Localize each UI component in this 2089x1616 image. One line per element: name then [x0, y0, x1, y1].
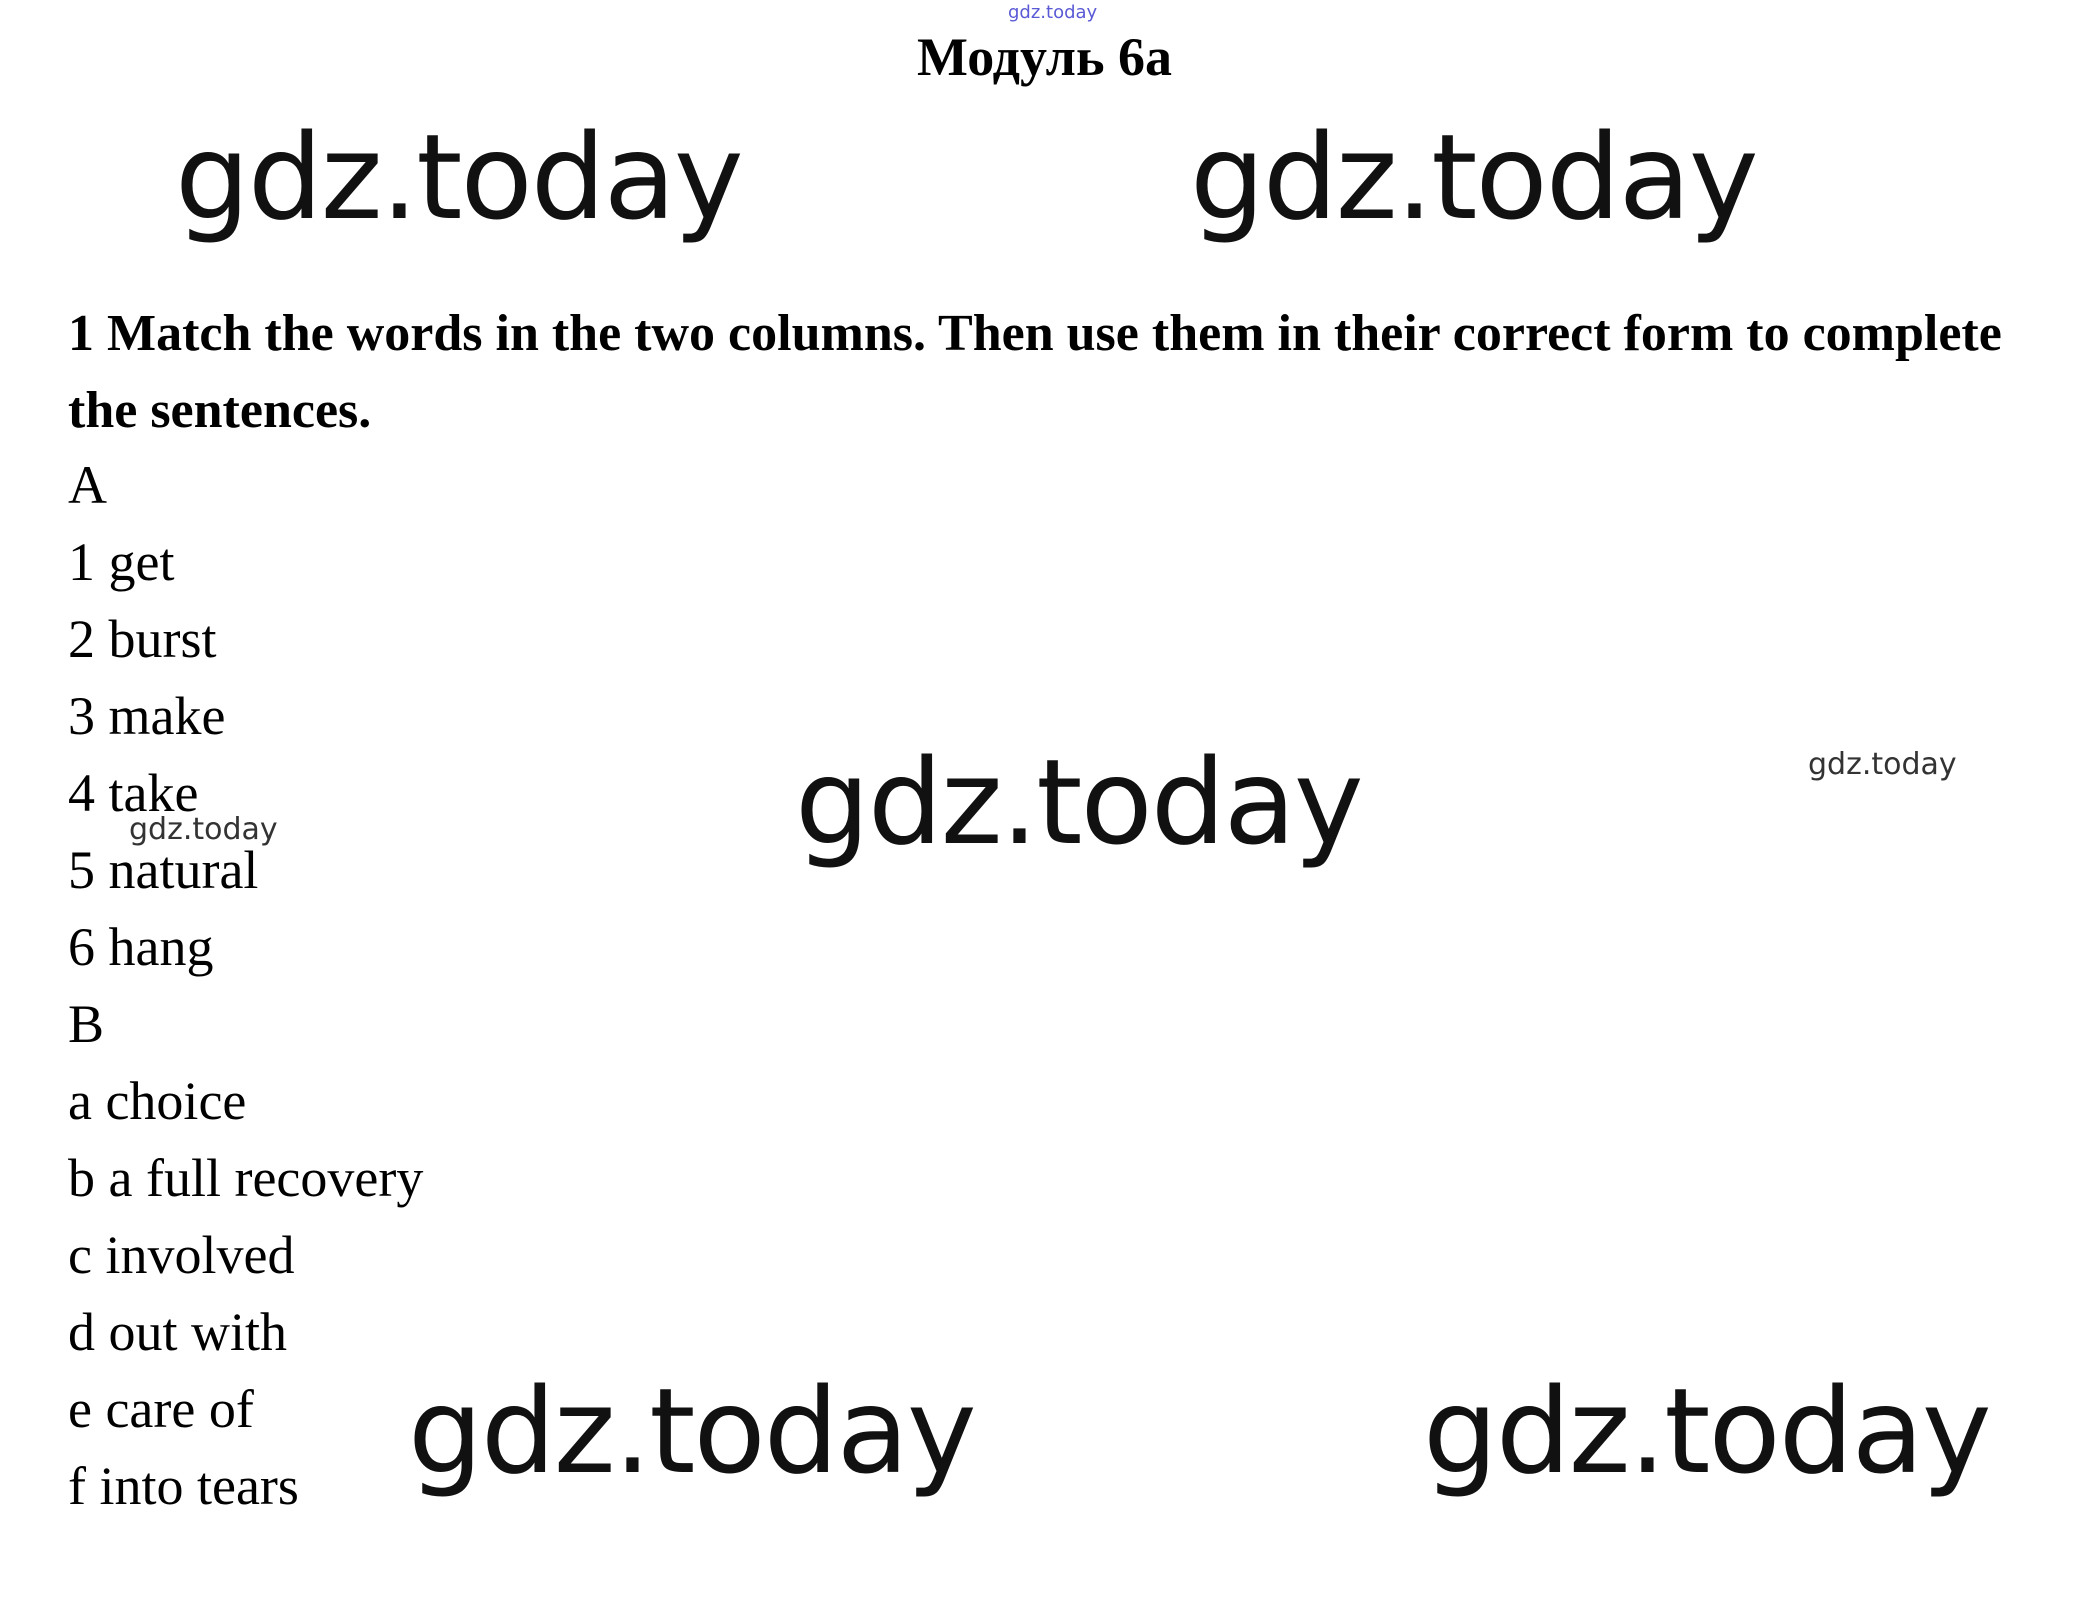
watermark-center: gdz.today — [795, 733, 1362, 871]
page-title: Модуль 6а — [916, 27, 1173, 87]
column-a-item-6: 6 hang — [68, 917, 214, 977]
watermark-right-small: gdz.today — [1808, 747, 1957, 782]
column-a-label: A — [68, 455, 107, 515]
column-b-label: B — [68, 994, 105, 1054]
column-a-item-3: 3 make — [68, 686, 226, 746]
column-a-item-5: 5 natural — [68, 840, 259, 900]
watermark-left-small: gdz.today — [129, 812, 278, 847]
column-b-item-f: f into tears — [68, 1456, 299, 1516]
column-b-item-e: e care of — [68, 1379, 254, 1439]
column-b-item-c: c involved — [68, 1225, 295, 1285]
watermark-top-left: gdz.today — [175, 108, 742, 246]
watermark-bottom-left: gdz.today — [408, 1362, 975, 1500]
header-watermark: gdz.today — [1008, 2, 1098, 23]
column-b-item-b: b a full recovery — [68, 1148, 424, 1208]
column-b-item-a: a choice — [68, 1071, 247, 1131]
watermark-top-right: gdz.today — [1190, 108, 1757, 246]
column-b-item-d: d out with — [68, 1302, 288, 1362]
watermark-bottom-right: gdz.today — [1423, 1362, 1990, 1500]
column-a-item-4: 4 take — [68, 763, 199, 823]
column-a-item-2: 2 burst — [68, 609, 217, 669]
task-instruction: 1 Match the words in the two columns. Then use them in their correct form to complete the sentences. — [68, 305, 2002, 439]
column-a-item-1: 1 get — [68, 532, 175, 592]
